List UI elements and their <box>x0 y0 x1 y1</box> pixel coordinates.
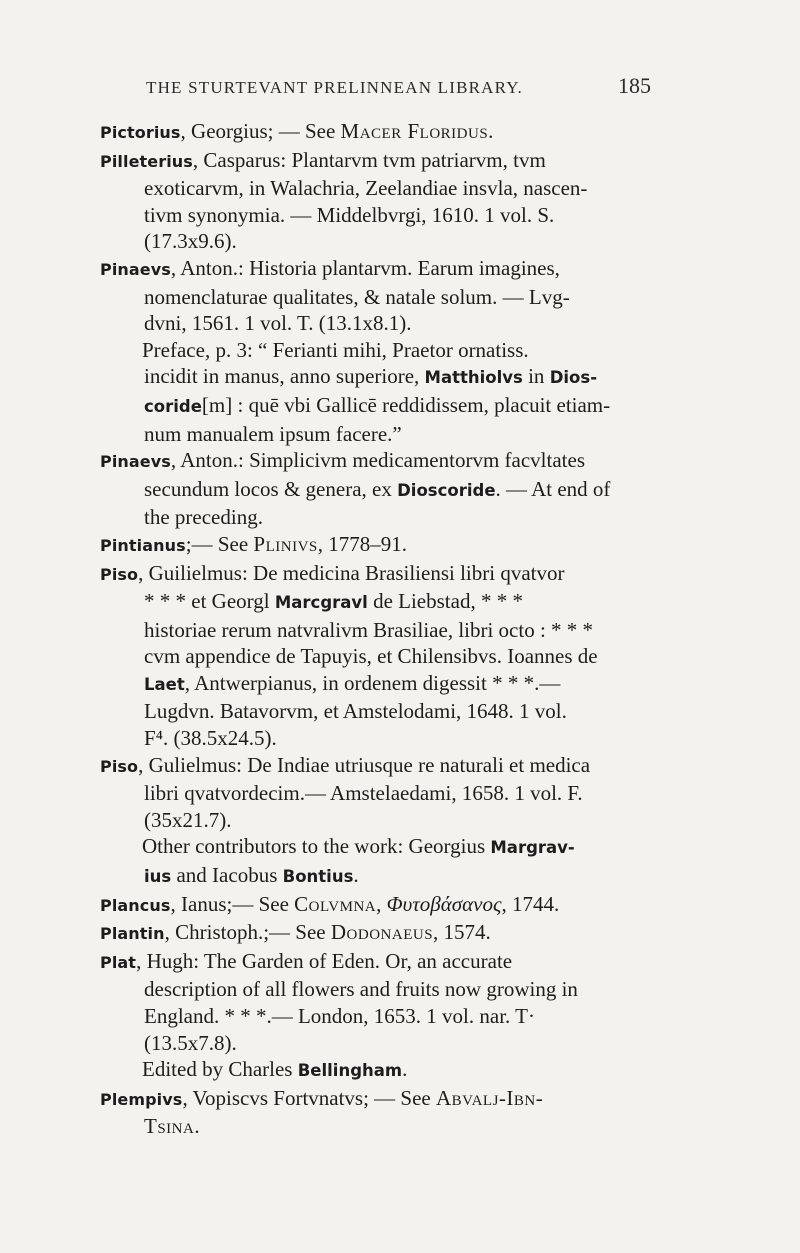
text-line <box>100 948 690 977</box>
entry-headword: Pilleterius <box>100 151 193 171</box>
text-run: secundum locos & genera, ex <box>144 476 398 501</box>
text-line <box>100 284 690 311</box>
entry-headword: Plantin <box>100 924 165 944</box>
text-run: . <box>488 119 494 143</box>
running-header: THE STURTEVANT PRELINNEAN LIBRARY. <box>146 78 523 97</box>
entry-headword: Plempivs <box>100 1089 183 1109</box>
text-line <box>100 310 690 337</box>
text-line <box>100 807 690 834</box>
text-run: . <box>194 1114 200 1139</box>
text-run: Margrav- <box>490 838 575 858</box>
text-run: ius <box>144 867 172 887</box>
text-run: dvni, 1561. 1 vol. T. (13.1x8.1). <box>144 311 412 336</box>
text-run: and Iacobus <box>171 863 283 888</box>
text-run: , Anton.: Historia plantarvm. Earum imagines, <box>170 255 560 280</box>
text-run: , Hugh: The Garden of Eden. Or, an accurate <box>136 948 513 973</box>
text-run: incidit in manus, anno superiore, <box>144 364 425 389</box>
text-line <box>100 919 690 948</box>
text-run: , Christoph.;— See <box>164 920 331 945</box>
text-run: description of all flowers and fruits now growing in <box>144 977 578 1002</box>
text-run: Plinivs <box>253 531 318 556</box>
text-line <box>100 862 690 891</box>
text-run: exoticarvm, in Walachria, Zeelandiae insvla, nascen- <box>144 176 588 201</box>
text-run: (35x21.7). <box>144 807 232 832</box>
entry-headword: Piso <box>100 756 139 776</box>
text-line <box>100 421 690 448</box>
text-run: Laet <box>144 674 185 694</box>
text-run: Edited by Charles <box>142 1057 298 1082</box>
text-line <box>100 337 690 364</box>
text-run: , Vopiscvs Fortvnatvs; — See <box>182 1085 437 1110</box>
text-run: Colvmna <box>294 891 377 916</box>
text-line <box>100 228 690 255</box>
entry-headword: Piso <box>100 564 139 584</box>
text-line <box>100 670 690 699</box>
entry-headword: Pinaevs <box>100 452 171 472</box>
text-run: England. * * *.— London, 1653. 1 vol. nar. T· <box>144 1004 535 1028</box>
text-line <box>100 504 690 531</box>
text-run: , Georgius; — See <box>180 119 341 143</box>
text-run: coride <box>144 396 202 416</box>
text-line <box>100 202 690 229</box>
entry-headword: Pintianus <box>100 535 186 555</box>
text-run: in <box>522 364 550 389</box>
text-run: nomenclaturae qualitates, & natale solum. — Lvg- <box>144 284 570 309</box>
text-run: , Casparus: Plantarvm tvm patriarvm, tvm <box>192 147 546 172</box>
text-run: [m] : quē vbi Gallicē reddidissem, placuit etiam- <box>201 392 611 417</box>
text-run: Φυτοβάσανος <box>386 891 502 916</box>
text-line <box>100 617 690 644</box>
text-run: (13.5x7.8). <box>144 1030 237 1055</box>
entry-headword: Pictorius <box>100 123 181 142</box>
text-run: Bontius <box>282 867 354 887</box>
text-line <box>100 752 690 781</box>
text-run: Other contributors to the work: Georgius <box>142 834 491 859</box>
text-run: Dios- <box>549 368 598 388</box>
text-run: (17.3x9.6). <box>144 229 237 254</box>
text-line <box>100 891 690 920</box>
text-line <box>100 643 690 670</box>
text-run: , 1778–91. <box>317 531 407 556</box>
text-run: historiae rerum natvralivm Brasiliae, libri octo : * * * <box>144 617 594 642</box>
text-run: . — At end of <box>495 476 611 501</box>
text-line <box>100 255 690 284</box>
text-run: de Liebstad, * * * <box>367 589 523 614</box>
text-run: cvm appendice de Tapuyis, et Chilensibvs. Ioannes de <box>144 644 598 669</box>
text-run: Abvalj-Ibn- <box>436 1085 544 1110</box>
text-line <box>100 698 690 725</box>
text-line <box>100 1085 690 1114</box>
text-run: , Antwerpianus, in ordenem digessit * * *.— <box>184 670 561 695</box>
text-line <box>100 363 690 392</box>
text-run: Dioscoride <box>397 480 496 500</box>
text-line <box>100 531 690 560</box>
text-run: Lugdvn. Batavorvm, et Amstelodami, 1648. 1 vol. <box>144 699 567 724</box>
text-line <box>100 118 690 147</box>
text-run: , Ianus;— See <box>170 891 295 916</box>
text-line <box>100 147 690 176</box>
text-run: , 1744. <box>501 891 560 916</box>
page-number: 185 <box>618 73 651 98</box>
text-line <box>100 833 690 862</box>
text-run: libri qvatvordecim.— Amstelaedami, 1658. 1 vol. F. <box>144 781 583 806</box>
text-run: Marcgravl <box>274 593 368 613</box>
text-line <box>100 175 690 202</box>
text-line <box>100 1113 690 1140</box>
text-run: Macer Floridus <box>340 119 489 143</box>
text-run: Matthiolvs <box>424 368 523 388</box>
text-line <box>100 392 690 421</box>
text-line <box>100 447 690 476</box>
text-line <box>100 1003 690 1030</box>
bibliography-text <box>100 118 690 1140</box>
text-run: , Anton.: Simplicivm medicamentorvm facvltates <box>170 448 585 473</box>
text-run: , Guilielmus: De medicina Brasiliensi libri qvatvor <box>138 560 565 585</box>
text-line <box>100 780 690 807</box>
text-run: * * * et Georgl <box>144 589 275 614</box>
text-run: , Gulielmus: De Indiae utriusque re naturali et medica <box>138 752 591 777</box>
text-line <box>100 476 690 505</box>
text-line <box>100 976 690 1003</box>
text-run: ;— See <box>185 531 254 556</box>
text-run: tivm synonymia. — Middelbvrgi, 1610. 1 vol. S. <box>144 202 555 227</box>
text-run: num manualem ipsum facere.” <box>144 421 402 446</box>
text-run: . <box>353 863 359 888</box>
entry-headword: Plat <box>100 952 137 972</box>
text-run: , 1574. <box>433 920 491 945</box>
text-line <box>100 725 690 752</box>
text-run: . <box>402 1057 408 1082</box>
text-line <box>100 560 690 589</box>
text-run: the preceding. <box>144 505 263 530</box>
text-run: F⁴. (38.5x24.5). <box>144 726 277 751</box>
text-line <box>100 588 690 617</box>
text-run: Tsina <box>144 1114 195 1139</box>
text-line <box>100 1030 690 1057</box>
text-line <box>100 1056 690 1085</box>
text-run: Preface, p. 3: “ Ferianti mihi, Praetor ornatiss. <box>142 337 529 362</box>
entry-headword: Plancus <box>100 895 171 915</box>
text-run: , <box>376 891 387 916</box>
text-run: Dodonaeus <box>330 920 434 945</box>
text-run: Bellingham <box>297 1061 403 1081</box>
entry-headword: Pinaevs <box>100 259 171 279</box>
